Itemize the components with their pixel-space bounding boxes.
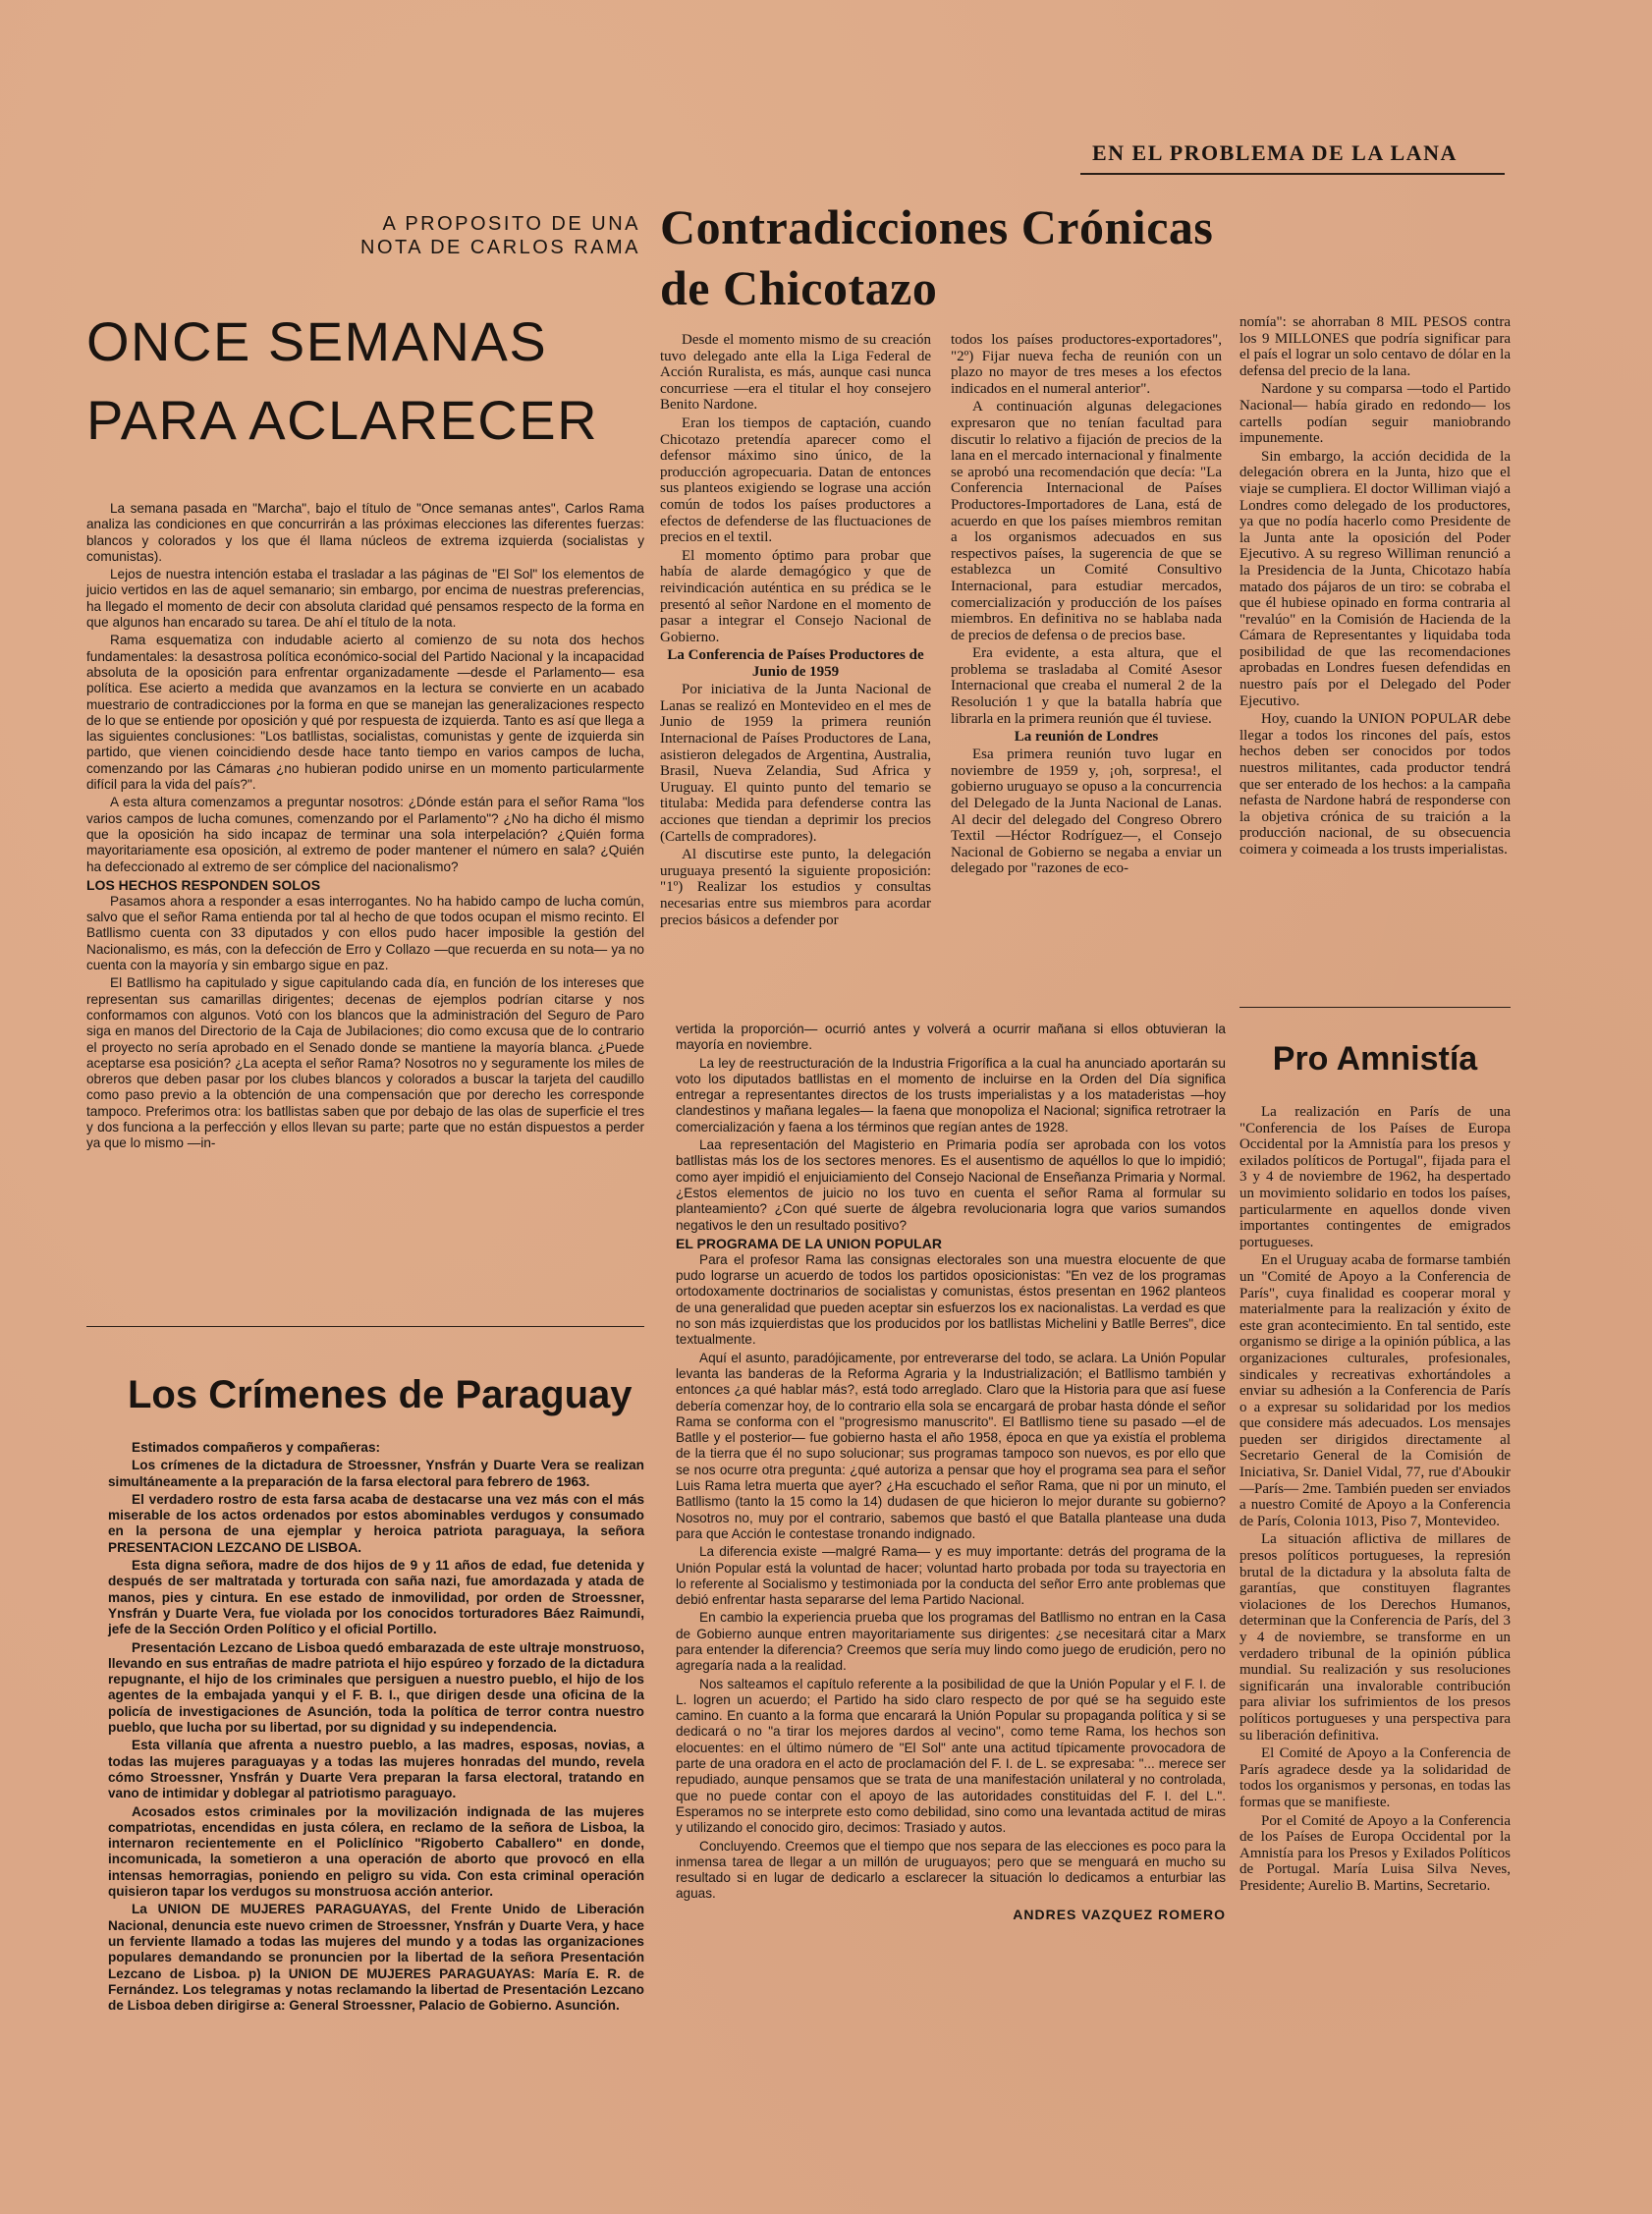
section-header: EN EL PROBLEMA DE LA LANA	[1092, 140, 1458, 165]
rama-para: Concluyendo. Creemos que el tiempo que nos separa de las elecciones es poco para la inmensa tarea de llegar a un millón de uruguayos; pero que se menguará en mucho su resultado si en lugar de dedicarlo a esclarecer la situación lo dedicamos a enturbiar las aguas.	[676, 1838, 1226, 1902]
lana-para: nomía": se ahorraban 8 MIL PESOS contra los 9 MILLONES que podría significar para el país el lograr un solo centavo de dólar en la defensa del precio de la lana.	[1239, 314, 1511, 379]
rama-para: En cambio la experiencia prueba que los programas del Batllismo no entran en la Casa de Gobierno aunque entren mayoritariamente sus dirigentes: ¿se necesitará citar a Marx para entender la diferencia? Creemos que sería muy lindo como juego de erudición, pero no agregaría nada a la realidad.	[676, 1610, 1226, 1674]
rama-para: Pasamos ahora a responder a esas interrogantes. No ha habido campo de lucha común, salvo que el señor Rama entienda por tal al hecho de que todos ocupan el mismo recinto. El Batllismo cuenta con 33 diputados y con ellos pudo hacer imposible la gestión del Nacionalismo, es más, con la defección de Erro y Collazo —que recuerda en su nota— ya no cuenta con la mayoría y sin embargo sigue en paz.	[86, 893, 644, 973]
lana-para: Esa primera reunión tuvo lugar en noviembre de 1959 y, ¡oh, sorpresa!, el gobierno uruguayo se opuso a la concurrencia del Delegado de la Junta Nacional de Lanas. Al decir del delegado del Congreso Obrero Textil —Héctor Rodríguez—, el Consejo Nacional de Gobierno se negaba a enviar un delegado por "razones de eco-	[951, 747, 1222, 877]
paraguay-para: La UNION DE MUJERES PARAGUAYAS, del Frente Unido de Liberación Nacional, denuncia este nuevo crimen de Stroessner, Ynsfrán y Duarte Vera, y hace un ferviente llamado a todas las mujeres del mundo y a todas las organizaciones populares demandando se pronuncien por la libertad de la señora Presentación Lezcano de Lisboa. p) la UNION DE MUJERES PARAGUAYAS: María E. R. de Fernández. Los telegramas y notas reclamando la libertad de Presentación Lezcano de Lisboa deben dirigirse a: General Stroessner, Palacio de Gobierno. Asunción.	[108, 1902, 644, 2014]
lana-para: Era evidente, a esta altura, que el problema se trasladaba al Comité Asesor Internacional que creaba el numeral 2 de la Resolución 1 y que la batalla habría que librarla en la primera reunión que él tuviese.	[951, 645, 1222, 727]
rama-para: vertida la proporción— ocurrió antes y volverá a ocurrir mañana si ellos obtuvieran la mayoría en noviembre.	[676, 1022, 1226, 1053]
lana-para: A continuación algunas delegaciones expresaron que no tenían facultad para discutir lo relativo a fijación de precios de la lana en el mercado internacional y finalmente se aprobó una recomendación que decía: "La Conferencia Internacional de Países Productores-Importadores de Lana, está de acuerdo en que los países miembros remitan a los organismos adecuados en sus respectivos países, la sugerencia de que se establezca un Comité Consultivo Internacional, para estudiar mercados, comercialización y producción de los países miembros. En definitiva no se hablaba nada de precios de defensa o de precios base.	[951, 399, 1222, 643]
rama-subhead-hechos: LOS HECHOS RESPONDEN SOLOS	[86, 876, 321, 893]
amnistia-para: La realización en París de una "Conferencia de los Países de Europa Occidental por la Amnistía para los presos y exilados políticos de Portugal", fijada para el 3 y 4 de noviembre de 1962, ha despertado un movimiento solidario en todos los países, particularmente en aquellos donde viven importantes contingentes de emigrados portugueses.	[1239, 1104, 1511, 1250]
amnistia-body	[1239, 1104, 1511, 1897]
paraguay-top-rule	[86, 1326, 644, 1327]
rama-title-line2: PARA ACLARECER	[86, 389, 599, 451]
rama-para: La semana pasada en "Marcha", bajo el título de "Once semanas antes", Carlos Rama analiza las condiciones en que concurrirán a las próximas elecciones las diferentes fuerzas: blancos y colorados y los que él llama núcleos de extrema izquierda (socialistas y comunistas).	[86, 501, 644, 564]
amnistia-para: En el Uruguay acaba de formarse también un "Comité de Apoyo a la Conferencia de París", cuya finalidad es cooperar moral y materialmente para la realización y éxito de este gran acontecimiento. En tal sentido, este organismo se dirige a la opinión pública, a las organizaciones culturales, profesionales, sindicales y recreativas exhortándoles a enviar su adhesión a la Conferencia de París o a expresar su solidaridad por los medios que considere más adecuados. Los mensajes pueden ser dirigidos directamente al Secretario General de la Comisión de Iniciativa, Sr. Daniel Vidal, 77, rue d'Aboukir —París— 2me. También pueden ser enviados a nuestro Comité de Apoyo a la Conferencia de París, Colonia 1013, Piso 7, Montevideo.	[1239, 1252, 1511, 1529]
rama-para: Aquí el asunto, paradójicamente, por entreverarse del todo, se aclara. La Unión Popular levanta las banderas de la Reforma Agraria y la Industrialización; el Batllismo también y entonces ¿a qué hablar más?, está todo arreglado. Claro que la Historia para que así fuese debería comenzar hoy, de lo contrario ella sola se encargará de probar hasta dónde el señor Rama se conforma con el "progresismo manuscrito". El Batllismo tiene su pasado —el de Batlle y el posterior— fue gobierno hasta el año 1958, época en que ya existía el problema de la tierra que él no supo solucionar; sus programas tampoco son nuevos, es por ello que se nos ocurre otra pregunta: ¿qué autoriza a pensar que hoy el programa sea para el señor Luis Rama letra muerta que ayer? ¿Ha escuchado el señor Rama, que ni por un minuto, el Batllismo (tanto la 15 como la 14) dudasen de que hicieron lo mejor durante su gobierno? Nosotros no, muy por el contrario, sabemos que bastó el que Batalla plantease una duda para que Acción le contestase tronando indignado.	[676, 1350, 1226, 1541]
lana-column-2	[951, 332, 1222, 879]
paraguay-para: Esta villanía que afrenta a nuestro pueblo, a las madres, esposas, novias, a todas las mujeres paraguayas y a todas las mujeres honradas del mundo, revela cómo Stroessner, Ynsfrán y Duarte Vera preparan la farsa electoral, tratando en vano de intimidar y doblegar al patriotismo paraguayo.	[108, 1738, 644, 1801]
lana-para: Hoy, cuando la UNION POPULAR debe llegar a todos los rincones del país, estos hechos deben ser conocidos por todos nuestros militantes, cada productor tendrá que ser enterado de los hechos: a la campaña nefasta de Nardone habrá de responderse con la objetiva crónica de su traición a la producción nacional, de su obsecuencia coimera y coimeada a los trusts imperialistas.	[1239, 711, 1511, 858]
paraguay-para: Presentación Lezcano de Lisboa quedó embarazada de este ultraje monstruoso, llevando en sus entrañas de madre patriota el hijo espúreo y forzado de la dictadura repugnante, el hijo de los criminales que persiguen a nuestro pueblo, el hijo de los agentes de la embajada yanqui y el F. B. I., que dirigen desde una oficina de la policía de investigaciones de Asunción, toda la política de terror contra nuestro pueblo, que lucha por su libertad, por su dignidad y su independencia.	[108, 1639, 644, 1736]
lana-para: Sin embargo, la acción decidida de la delegación obrera en la Junta, hizo que el viaje se cumpliera. El doctor Williman viajó a Londres como delegado de los productores, ya que no podía hacerlo como Presidente de la Junta ante la oposición del Poder Ejecutivo. A su regreso Williman renunció a la Presidencia de la Junta, Chicotazo había matado dos pájaros de un tiro: se cobraba el que él hubiese opinado en forma contraria al "revalúo" en la Comisión de Hacienda de la Cámara de Representantes y liquidaba toda posibilidad de que las recomendaciones aprobadas en Londres fuesen defendidas en nuestro país por el Delegado del Poder Ejecutivo.	[1239, 448, 1511, 709]
lana-title-line2: de Chicotazo	[660, 260, 938, 315]
header-rule	[1080, 173, 1505, 175]
rama-para: El Batllismo ha capitulado y sigue capitulando cada día, en función de los intereses que representan sus camarillas dirigentes; decenas de ejemplos podrían citarse y nos conformamos con algunos. Votó con los blancos que la administración del Seguro de Paro siga en manos del Directorio de la Caja de Jubilaciones; dio como excusa que de lo contrario el proyecto no sería aprobado en el Senado donde se mantiene la mayoría blanca. ¿Puede aceptarse esa posición? ¿La acepta el señor Rama? Nosotros no y seguramente los miles de obreros que deben pasar por los clubes blancos y colorados a buscar la tarjeta del caudillo como paso previo a la obtención de una compensación que por derecho les corresponde tampoco. Preferimos otra: los batllistas saben que por debajo de las olas de superficie el tres y dos funciona a la perfección y ellos llevan su parte; parte que no están dispuestos a perder ya que lo mismo —in-	[86, 975, 644, 1151]
rama-kicker	[356, 212, 640, 259]
rama-para: La diferencia existe —malgré Rama— y es muy importante: detrás del programa de la Unión Popular está la voluntad de hacer; voluntad harto probada por toda su trayectoria en lo referente al Socialismo y testimoniada por la conducta del señor Erro ante problemas que debió enfrentar hasta separarse del lema Partido Nacional.	[676, 1544, 1226, 1608]
amnistia-title: Pro Amnistía	[1272, 1040, 1478, 1078]
paraguay-para: Estimados compañeros y compañeras:	[132, 1440, 381, 1455]
lana-title-line1: Contradicciones Crónicas	[660, 199, 1214, 254]
lana-title	[660, 196, 1269, 318]
rama-para: La ley de reestructuración de la Industria Frigorífica a la cual ha anunciado aportarán su voto los diputados batllistas en el momento de incluirse en la Orden del Día significa entregar a representantes directos de los trusts imperialistas y a los mataderistas —hoy clandestinos y mañana legales— la faena que monopoliza el Nacional; significa retrotraer la comercialización y faena a los términos que regían antes de 1928.	[676, 1055, 1226, 1135]
paraguay-para: Esta digna señora, madre de dos hijos de 9 y 11 años de edad, fue detenida y después de ser maltratada y torturada con saña nazi, fue amordazada y atada de manos, pies y cintura. En ese estado de inmovilidad, por orden de Stroessner, Ynsfrán y Duarte Vera, fue violada por los conocidos torturadores Báez Raimundi, jefe de la Sección Orden Político y el oficial Portillo.	[108, 1558, 644, 1637]
paraguay-body	[108, 1440, 644, 2016]
lana-para: Desde el momento mismo de su creación tuvo delegado ante ella la Liga Federal de Acción Ruralista, es más, aunque casi nunca concurriese —era el titular el hoy consejero Benito Nardone.	[660, 332, 931, 414]
paraguay-title: Los Crímenes de Paraguay	[128, 1373, 633, 1416]
rama-para: Para el profesor Rama las consignas electorales son una muestra elocuente de que pudo lograrse un acuerdo de todos los partidos oposicionistas: "En vez de los programas ortodoxamente doctrinarios de socialistas y comunistas, éstos presentan en 1962 planteos de una generalidad que pueden aceptar sin esfuerzos los ex nacionalistas. La verdad es que no son más izquierdistas que los producidos por los batllistas Michelini y Batlle Berres", dice textualmente.	[676, 1251, 1226, 1348]
rama-intro	[86, 501, 644, 1154]
rama-para: Lejos de nuestra intención estaba el trasladar a las páginas de "El Sol" los elementos de juicio vertidos en las de aquel semanario; sin embargo, por encima de nuestras preferencias, ha llegado el momento de decir con absoluta claridad qué pensamos respecto de la forma en que algunos han encarado su tarea. De ahí el título de la nota.	[86, 567, 644, 631]
lana-column-3	[1239, 314, 1511, 860]
paraguay-para: Los crímenes de la dictadura de Stroessner, Ynsfrán y Duarte Vera se realizan simultáneamente a la preparación de la farsa electoral para febrero de 1963.	[108, 1458, 644, 1489]
lana-para: Al discutirse este punto, la delegación uruguaya presentó la siguiente proposición: "1º) Realizar los estudios y consultas necesarias entre sus miembros para acordar precios básicos a defender por	[660, 847, 931, 928]
lana-para: todos los países productores-exportadores", "2º) Fijar nueva fecha de reunión con un plazo no mayor de tres meses a los efectos indicados en el numeral anterior".	[951, 332, 1222, 397]
lana-para: Nardone y su comparsa —todo el Partido Nacional— había girado en redondo— los cartells podían seguir maniobrando impunemente.	[1239, 381, 1511, 447]
amnistia-para: El Comité de Apoyo a la Conferencia de París agradece desde ya la solidaridad de todos los organismos y personas, en todas las formas que se manifieste.	[1239, 1745, 1511, 1810]
rama-signature: ANDRES VAZQUEZ ROMERO	[1013, 1906, 1226, 1922]
rama-continuation	[676, 1022, 1226, 1922]
lana-para: Por iniciativa de la Junta Nacional de Lanas se realizó en Montevideo en el mes de Junio de 1959 la primera reunión Internacional de Países Productores de Lana, asistieron delegados de Argentina, Australia, Brasil, Nueva Zelandia, Sud Africa y Uruguay. El quinto punto del temario se titulaba: Medida para defenderse contra las acciones que tiendan a deprimir los precios (Cartells de compradores).	[660, 682, 931, 845]
rama-subhead-programa: EL PROGRAMA DE LA UNION POPULAR	[676, 1235, 942, 1251]
lana-subhead-conferencia: La Conferencia de Países Productores de Junio de 1959	[667, 647, 924, 681]
amnistia-para: Por el Comité de Apoyo a la Conferencia de los Países de Europa Occidental por la Amnistía para los Presos y Exilados Políticos de Portugal. María Luisa Silva Neves, Presidente; Aurelio B. Martins, Secretario.	[1239, 1812, 1511, 1894]
rama-title	[86, 303, 656, 460]
amnistia-top-rule	[1239, 1007, 1511, 1008]
rama-para: Rama esquematiza con indudable acierto al comienzo de su nota dos hechos fundamentales: la desastrosa política económico-social del Partido Nacional y la incapacidad absoluta de la oposición para enfrentar organizadamente —desde el Parlamento— esa política. Ese acierto a medida que avanzamos en la lectura se convierte en un acabado muestrario de contradicciones por la forma en que se manejan las generalizaciones respecto de lo que se entiende por oposición y qué por respuesta de izquierda. Tanto es así que llega a las siguientes conclusiones: "Los batllistas, socialistas, comunistas y gente de izquierda sin partido, que vienen coincidiendo desde hace tanto tiempo en varios campos de lucha, comenzando por las Cámaras ¿no hubieran podido unirse en un momento particularmente difícil para la vida del país?".	[86, 633, 644, 793]
rama-para: Laa representación del Magisterio en Primaria podía ser aprobada con los votos batllistas más los de los sectores menores. Es el ausentismo de aquéllos lo que lo impidió; como ayer impidió el enjuiciamiento del Consejo Nacional de Enseñanza Primaria y Normal. ¿Estos elementos de juicio no los tuvo en cuenta el señor Rama al formular su planteamiento? ¿Con qué suerte de álgebra revolucionaria logra que varios sumandos negativos le den un resultado positivo?	[676, 1137, 1226, 1233]
lana-column-1	[660, 332, 931, 930]
lana-para: Eran los tiempos de captación, cuando Chicotazo pretendía aparecer como el defensor máximo sino único, de la producción agropecuaria. Datan de entonces sus planteos exigiendo se lograse una acción común de todos los países productores a efectos de defenderse de las fluctuaciones de precios en el textil.	[660, 415, 931, 546]
rama-kicker-line1: A PROPOSITO DE UNA	[382, 213, 640, 235]
paraguay-para: Acosados estos criminales por la movilización indignada de las mujeres compatriotas, encendidas en justa cólera, en reclamo de la señora de Lisboa, la internaron recientemente en el Policlínico "Rigoberto Caballero" en donde, incomunicada, la sometieron a una operación de aborto que provocó en ella intensas hemorragias, poniendo en peligro su vida. Con esta criminal operación quisieron tapar los verdugos su monstruosa acción anterior.	[108, 1803, 644, 1900]
paraguay-para: El verdadero rostro de esta farsa acaba de destacarse una vez más con el más miserable de los actos ordenados por estos abominables verdugos y consumado en la persona de una ejemplar y heroica patriota paraguaya, la señora PRESENTACION LEZCANO DE LISBOA.	[108, 1491, 644, 1555]
rama-para: A esta altura comenzamos a preguntar nosotros: ¿Dónde están para el señor Rama "los varios campos de lucha comunes, comenzando por el Parlamento"? ¿No ha dicho él mismo que la oposición ha sido incapaz de terminar una sola interpelación? ¿Quién forma mayoritariamente esa oposición, al extremo de poder mantener el número en sala? ¿Quién ha defeccionado al extremo de ser cómplice del nacionalismo?	[86, 795, 644, 874]
lana-subhead-londres: La reunión de Londres	[1014, 729, 1159, 746]
rama-para: Nos salteamos el capítulo referente a la posibilidad de que la Unión Popular y el F. I. de L. logren un acuerdo; el Partido ha sido claro respecto de por qué se ha seguido este camino. En cuanto a la forma que encarará la Unión Popular su propaganda política y si se dedicará o no "a tirar los mejores dardos al vecino", como teme Rama, los hechos son elocuentes: en el último número de "El Sol" ante una actitud típicamente provocadora de parte de una oradora en el acto de proclamación del F. I. de L. se expresaba: "... merece ser repudiado, aunque pensamos que se trata de una manifestación unilateral y no controlada, que no puede contar con el apoyo de las autoridades constituidas del F. I. del L.". Esperamos no se interprete esto como debilidad, sino como una levantada actitud de miras y utilizando el conocido giro, decimos: Trasiado y autos.	[676, 1676, 1226, 1836]
rama-title-line1: ONCE SEMANAS	[86, 310, 548, 372]
amnistia-para: La situación aflictiva de millares de presos políticos portugueses, la represión brutal de la dictadura y la absoluta falta de garantías, que constituyen flagrantes violaciones de los Derechos Humanos, determinan que la Conferencia de París, del 3 y 4 de noviembre, se transforme en un verdadero tribunal de la opinión pública mundial. Su realización y sus resoluciones significarán una invalorable contribución para aliviar los sufrimientos de los presos políticos portugueses y una perspectiva para su liberación definitiva.	[1239, 1531, 1511, 1744]
lana-para: El momento óptimo para probar que había de alarde demagógico y que de reivindicación auténtica en su prédica se le presentó al señor Nardone en el momento de pasar a integrar el Consejo Nacional de Gobierno.	[660, 547, 931, 645]
rama-kicker-line2: NOTA DE CARLOS RAMA	[360, 237, 640, 258]
